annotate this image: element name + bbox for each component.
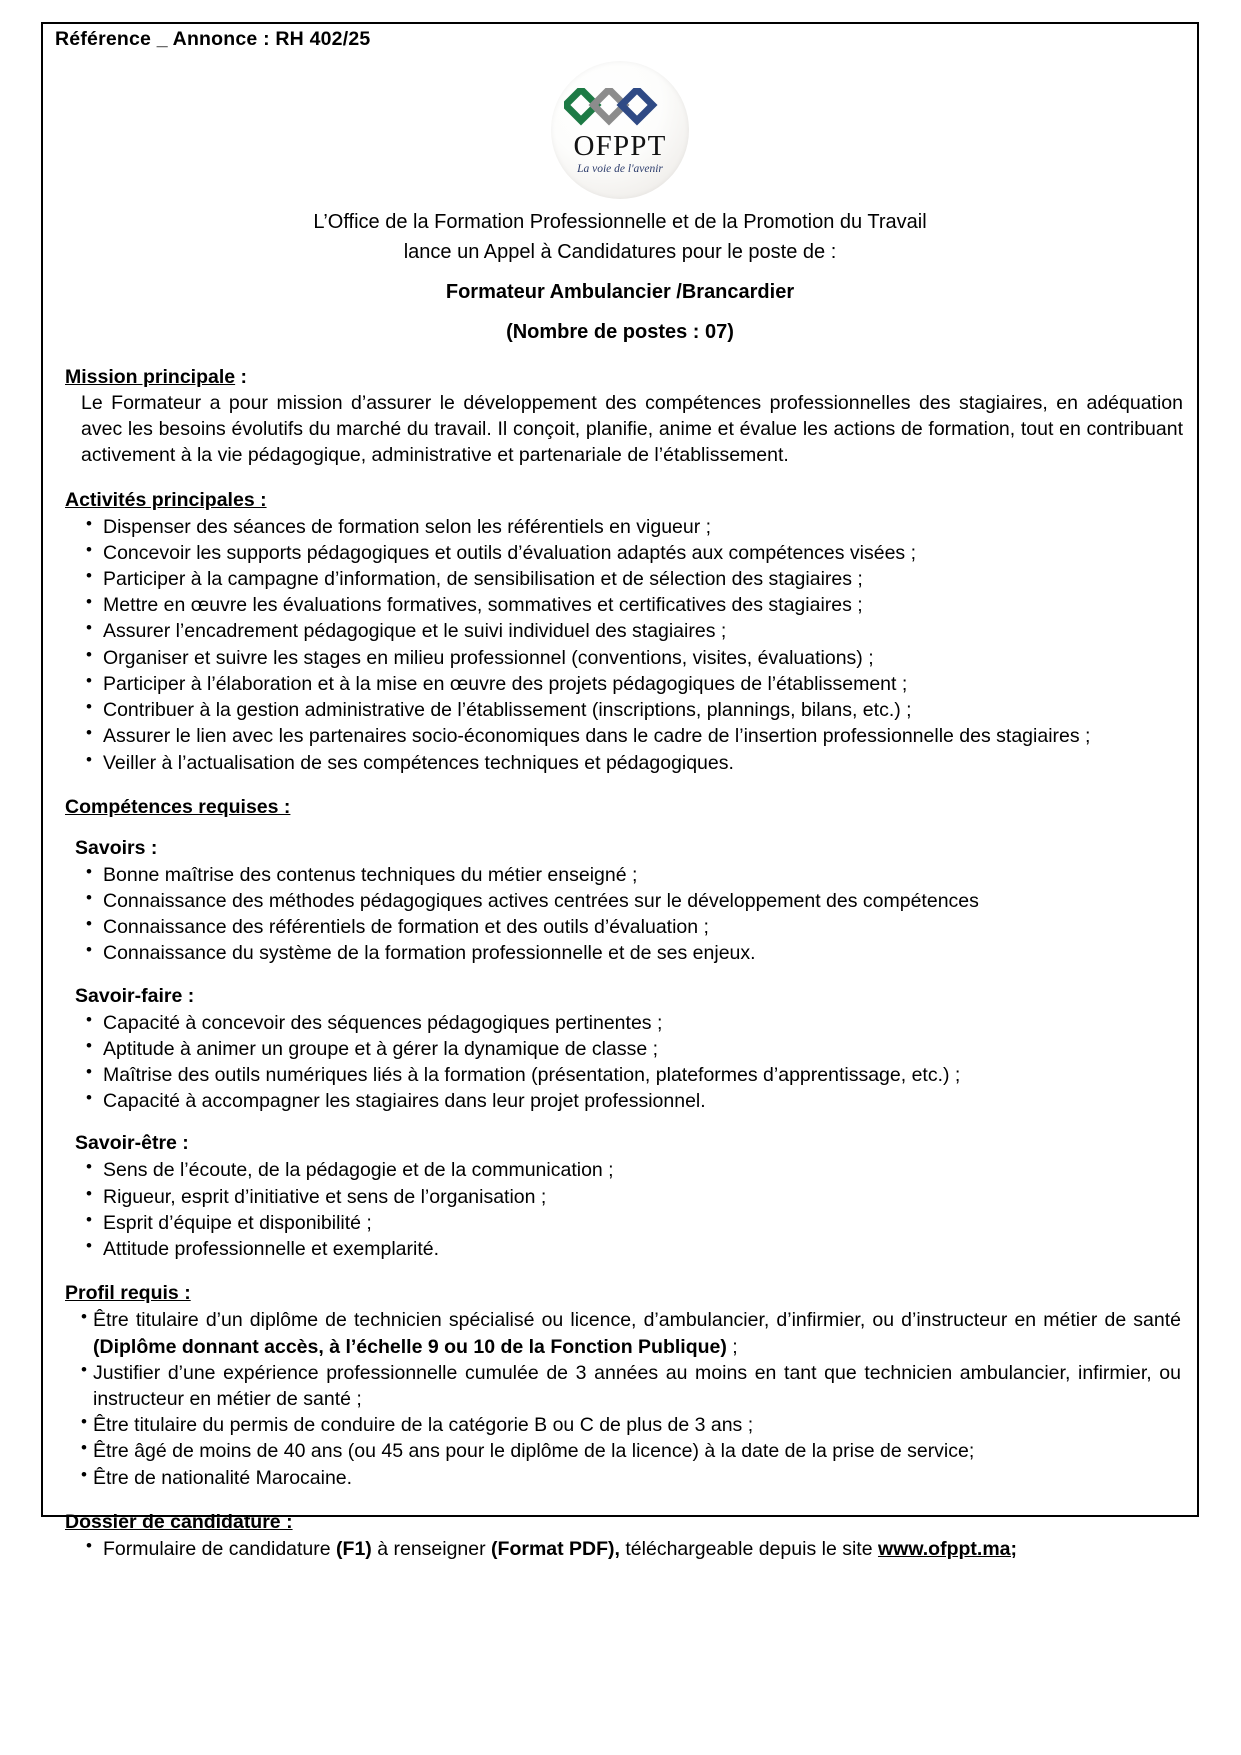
list-item: • Attitude professionnelle et exemplarité. bbox=[53, 1236, 1187, 1262]
section-heading-competences bbox=[53, 796, 1187, 819]
dossier-part3: téléchargeable depuis le site bbox=[619, 1537, 878, 1560]
reference-line: Référence _ Annonce : RH 402/25 bbox=[55, 28, 371, 50]
dossier-list bbox=[53, 1536, 1187, 1562]
profil-item-prefix: Être titulaire d’un diplôme de technicien spécialisé ou licence, d’ambulancier, d’infirmier, ou d’instructeur en métier de santé bbox=[93, 1309, 1181, 1332]
section-heading-activites bbox=[53, 489, 1187, 512]
section-heading-dossier bbox=[53, 1511, 1187, 1534]
list-item: • Participer à l’élaboration et à la mise en œuvre des projets pédagogiques de l’établissement ; bbox=[53, 671, 1187, 697]
list-item: • Capacité à accompagner les stagiaires dans leur projet professionnel. bbox=[53, 1088, 1187, 1114]
list-item: • Maîtrise des outils numériques liés à la formation (présentation, plateformes d’apprentissage, etc.) ; bbox=[53, 1062, 1187, 1088]
list-item: • Bonne maîtrise des contenus techniques du métier enseigné ; bbox=[53, 862, 1187, 888]
document-content bbox=[53, 28, 1187, 1562]
list-item: • Aptitude à animer un groupe et à gérer la dynamique de classe ; bbox=[53, 1036, 1187, 1062]
list-item: • Connaissance du système de la formation professionnelle et de ses enjeux. bbox=[53, 940, 1187, 966]
activites-list bbox=[53, 514, 1187, 776]
list-item: • Participer à la campagne d’information, de sensibilisation et de sélection des stagiaires ; bbox=[53, 566, 1187, 592]
list-item bbox=[53, 1412, 1187, 1438]
list-item: • Connaissance des référentiels de formation et des outils d’évaluation ; bbox=[53, 914, 1187, 940]
list-item bbox=[53, 1438, 1187, 1464]
list-item: • Assurer l’encadrement pédagogique et le suivi individuel des stagiaires ; bbox=[53, 618, 1187, 644]
logo-tagline: La voie de l'avenir bbox=[577, 163, 663, 176]
list-item: • Connaissance des méthodes pédagogiques actives centrées sur le développement des compétences bbox=[53, 888, 1187, 914]
dossier-part1: Formulaire de candidature bbox=[103, 1537, 337, 1560]
profil-list bbox=[53, 1307, 1187, 1491]
subheading-savoirs: Savoirs : bbox=[75, 836, 158, 859]
list-item bbox=[53, 1360, 1187, 1412]
list-item bbox=[53, 1536, 1187, 1562]
intro-line-1: L’Office de la Formation Professionnelle et de la Promotion du Travail bbox=[313, 211, 927, 233]
section-heading-mission bbox=[53, 366, 1187, 389]
job-positions-count: (Nombre de postes : 07) bbox=[506, 320, 734, 343]
list-item: • Contribuer à la gestion administrative de l’établissement (inscriptions, plannings, bilans, etc.) ; bbox=[53, 697, 1187, 723]
list-item: • Mettre en œuvre les évaluations formatives, sommatives et certificatives des stagiaires ; bbox=[53, 592, 1187, 618]
subheading-savoir-faire: Savoir-faire : bbox=[75, 984, 195, 1007]
profil-item-suffix: ; bbox=[726, 1335, 738, 1358]
dossier-bold-format: (Format PDF), bbox=[491, 1537, 620, 1560]
list-item: • Capacité à concevoir des séquences pédagogiques pertinentes ; bbox=[53, 1010, 1187, 1036]
dossier-bold-f1: (F1) bbox=[336, 1537, 372, 1560]
list-item: • Dispenser des séances de formation selon les référentiels en vigueur ; bbox=[53, 514, 1187, 540]
list-item: • Esprit d’équipe et disponibilité ; bbox=[53, 1210, 1187, 1236]
ofppt-website-link[interactable]: www.ofppt.ma; bbox=[877, 1537, 1017, 1560]
intro-line-2: lance un Appel à Candidatures pour le poste de : bbox=[403, 241, 837, 264]
profil-item-prefix: Être titulaire du permis de conduire de la catégorie B ou C de plus de 3 ans ; bbox=[93, 1414, 754, 1437]
list-item: • Rigueur, esprit d’initiative et sens de l’organisation ; bbox=[53, 1184, 1187, 1210]
list-item bbox=[53, 1465, 1187, 1491]
activites-heading-text: Activités principales : bbox=[65, 488, 267, 511]
dossier-heading-text: Dossier de candidature : bbox=[65, 1510, 293, 1533]
profil-heading-text: Profil requis : bbox=[65, 1282, 191, 1305]
profil-item-prefix: Être âgé de moins de 40 ans (ou 45 ans pour le diplôme de la licence) à la date de la prise de service; bbox=[93, 1440, 975, 1463]
dossier-part2: à renseigner bbox=[371, 1537, 492, 1560]
savoir-faire-list bbox=[53, 1010, 1187, 1115]
profil-item-prefix: Être de nationalité Marocaine. bbox=[93, 1466, 353, 1489]
list-item: • Concevoir les supports pédagogiques et outils d’évaluation adaptés aux compétences visées ; bbox=[53, 540, 1187, 566]
profil-item-prefix: Justifier d’une expérience professionnelle cumulée de 3 années au moins en tant que technicien ambulancier, infirmier, ou instructeur en métier de santé ; bbox=[93, 1361, 1181, 1411]
ofppt-diamonds-icon bbox=[564, 88, 676, 130]
mission-paragraph: Le Formateur a pour mission d’assurer le développement des compétences professionnelles des stagiaires, en adéquation avec les besoins évolutifs du marché du travail. Il conçoit, planifie, anime et évalue les actions de formation, tout en contribuant activement à la vie pédagogique, administrative et partenariale de l’établissement. bbox=[81, 391, 1183, 466]
list-item: • Veiller à l’actualisation de ses compétences techniques et pédagogiques. bbox=[53, 750, 1187, 776]
competences-heading-text: Compétences requises : bbox=[65, 795, 291, 818]
logo-wordmark: OFPPT bbox=[573, 130, 667, 163]
subheading-savoir-etre: Savoir-être : bbox=[75, 1132, 189, 1155]
list-item: • Assurer le lien avec les partenaires socio-économiques dans le cadre de l’insertion professionnelle des stagiaires ; bbox=[53, 723, 1187, 749]
savoirs-list bbox=[53, 862, 1187, 967]
mission-heading-suffix: : bbox=[235, 365, 248, 388]
savoir-etre-list bbox=[53, 1157, 1187, 1262]
ofppt-logo bbox=[551, 61, 689, 199]
section-heading-profil bbox=[53, 1282, 1187, 1305]
list-item: • Sens de l’écoute, de la pédagogie et de la communication ; bbox=[53, 1157, 1187, 1183]
mission-heading-text: Mission principale bbox=[65, 365, 236, 388]
list-item bbox=[53, 1307, 1187, 1359]
job-title: Formateur Ambulancier /Brancardier bbox=[445, 280, 795, 303]
profil-item-bold: (Diplôme donnant accès, à l’échelle 9 ou 10 de la Fonction Publique) bbox=[93, 1335, 727, 1358]
list-item: • Organiser et suivre les stages en milieu professionnel (conventions, visites, évaluations) ; bbox=[53, 645, 1187, 671]
logo-container bbox=[53, 61, 1187, 199]
